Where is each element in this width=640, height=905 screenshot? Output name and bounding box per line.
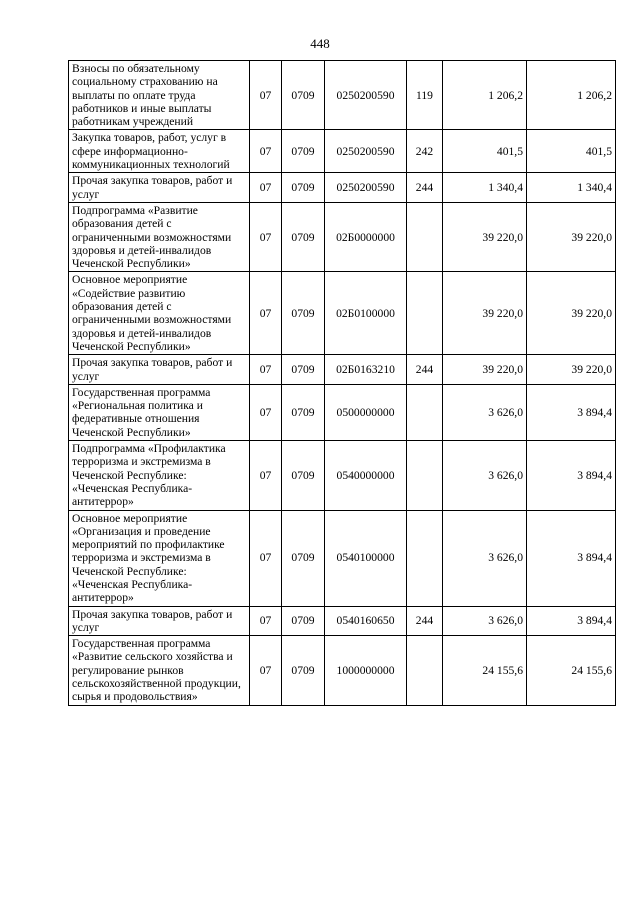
row-target: 1000000000 [325, 636, 407, 705]
row-name: Подпрограмма «Профилактика терроризма и экстремизма в Чеченской Республике: «Чеченская Республика-антитеррор» [69, 441, 250, 510]
row-section: 07 [250, 272, 282, 355]
row-amount-2: 39 220,0 [527, 202, 616, 271]
row-name: Государственная программа «Региональная политика и федеративные отношения Чеченской Республики» [69, 384, 250, 440]
row-name: Прочая закупка товаров, работ и услуг [69, 606, 250, 636]
row-expense-type: 244 [407, 606, 443, 636]
row-amount-1: 3 626,0 [443, 510, 527, 606]
row-section: 07 [250, 61, 282, 130]
row-expense-type: 242 [407, 130, 443, 173]
row-amount-1: 3 626,0 [443, 384, 527, 440]
row-subsection: 0709 [282, 636, 325, 705]
row-amount-2: 3 894,4 [527, 384, 616, 440]
row-subsection: 0709 [282, 510, 325, 606]
row-expense-type: 244 [407, 173, 443, 203]
row-target: 0540160650 [325, 606, 407, 636]
row-subsection: 0709 [282, 272, 325, 355]
row-amount-1: 3 626,0 [443, 441, 527, 510]
row-amount-2: 24 155,6 [527, 636, 616, 705]
row-expense-type: 119 [407, 61, 443, 130]
table-row [69, 510, 616, 606]
row-name: Прочая закупка товаров, работ и услуг [69, 355, 250, 385]
row-target: 02Б0100000 [325, 272, 407, 355]
row-target: 0500000000 [325, 384, 407, 440]
row-name: Основное мероприятие «Содействие развитию образования детей с ограниченными возможностями здоровья и детей-инвалидов Чеченской Республики» [69, 272, 250, 355]
page-number: 448 [310, 36, 330, 51]
row-section: 07 [250, 441, 282, 510]
row-section: 07 [250, 606, 282, 636]
row-subsection: 0709 [282, 202, 325, 271]
row-amount-2: 3 894,4 [527, 510, 616, 606]
row-target: 02Б0000000 [325, 202, 407, 271]
row-target: 0250200590 [325, 173, 407, 203]
row-amount-1: 39 220,0 [443, 355, 527, 385]
row-section: 07 [250, 173, 282, 203]
row-amount-1: 24 155,6 [443, 636, 527, 705]
row-name: Закупка товаров, работ, услуг в сфере информационно-коммуникационных технологий [69, 130, 250, 173]
row-amount-2: 3 894,4 [527, 441, 616, 510]
row-expense-type: 244 [407, 355, 443, 385]
row-target: 0250200590 [325, 130, 407, 173]
row-amount-2: 1 340,4 [527, 173, 616, 203]
row-amount-1: 39 220,0 [443, 272, 527, 355]
row-name: Взносы по обязательному социальному страхованию на выплаты по оплате труда работников и иные выплаты работникам учреждений [69, 61, 250, 130]
row-target: 0540000000 [325, 441, 407, 510]
row-amount-1: 1 206,2 [443, 61, 527, 130]
row-expense-type [407, 636, 443, 705]
budget-table-body [69, 61, 616, 706]
row-amount-2: 401,5 [527, 130, 616, 173]
table-row [69, 606, 616, 636]
row-expense-type [407, 202, 443, 271]
row-target: 0540100000 [325, 510, 407, 606]
row-section: 07 [250, 355, 282, 385]
row-name: Государственная программа «Развитие сельского хозяйства и регулирование рынков сельскохозяйственной продукции, сырья и продовольствия» [69, 636, 250, 705]
row-expense-type [407, 384, 443, 440]
row-amount-2: 39 220,0 [527, 272, 616, 355]
row-subsection: 0709 [282, 355, 325, 385]
row-subsection: 0709 [282, 441, 325, 510]
table-row [69, 636, 616, 705]
row-name: Прочая закупка товаров, работ и услуг [69, 173, 250, 203]
table-row [69, 272, 616, 355]
row-amount-1: 401,5 [443, 130, 527, 173]
table-row [69, 355, 616, 385]
row-subsection: 0709 [282, 384, 325, 440]
row-name: Подпрограмма «Развитие образования детей с ограниченными возможностями здоровья и детей-инвалидов Чеченской Республики» [69, 202, 250, 271]
row-amount-1: 39 220,0 [443, 202, 527, 271]
row-section: 07 [250, 202, 282, 271]
table-row [69, 130, 616, 173]
row-amount-2: 3 894,4 [527, 606, 616, 636]
row-amount-1: 1 340,4 [443, 173, 527, 203]
row-amount-2: 1 206,2 [527, 61, 616, 130]
row-expense-type [407, 510, 443, 606]
row-amount-1: 3 626,0 [443, 606, 527, 636]
row-amount-2: 39 220,0 [527, 355, 616, 385]
row-name: Основное мероприятие «Организация и проведение мероприятий по профилактике терроризма и экстремизма в Чеченской Республике: «Чеченская Республика-антитеррор» [69, 510, 250, 606]
table-row [69, 384, 616, 440]
row-subsection: 0709 [282, 130, 325, 173]
row-section: 07 [250, 636, 282, 705]
row-section: 07 [250, 510, 282, 606]
row-expense-type [407, 272, 443, 355]
row-subsection: 0709 [282, 173, 325, 203]
row-target: 0250200590 [325, 61, 407, 130]
row-section: 07 [250, 384, 282, 440]
row-subsection: 0709 [282, 61, 325, 130]
table-row [69, 441, 616, 510]
row-expense-type [407, 441, 443, 510]
table-row [69, 202, 616, 271]
table-row [69, 173, 616, 203]
row-target: 02Б0163210 [325, 355, 407, 385]
row-section: 07 [250, 130, 282, 173]
row-subsection: 0709 [282, 606, 325, 636]
table-row [69, 61, 616, 130]
budget-table [68, 60, 616, 706]
